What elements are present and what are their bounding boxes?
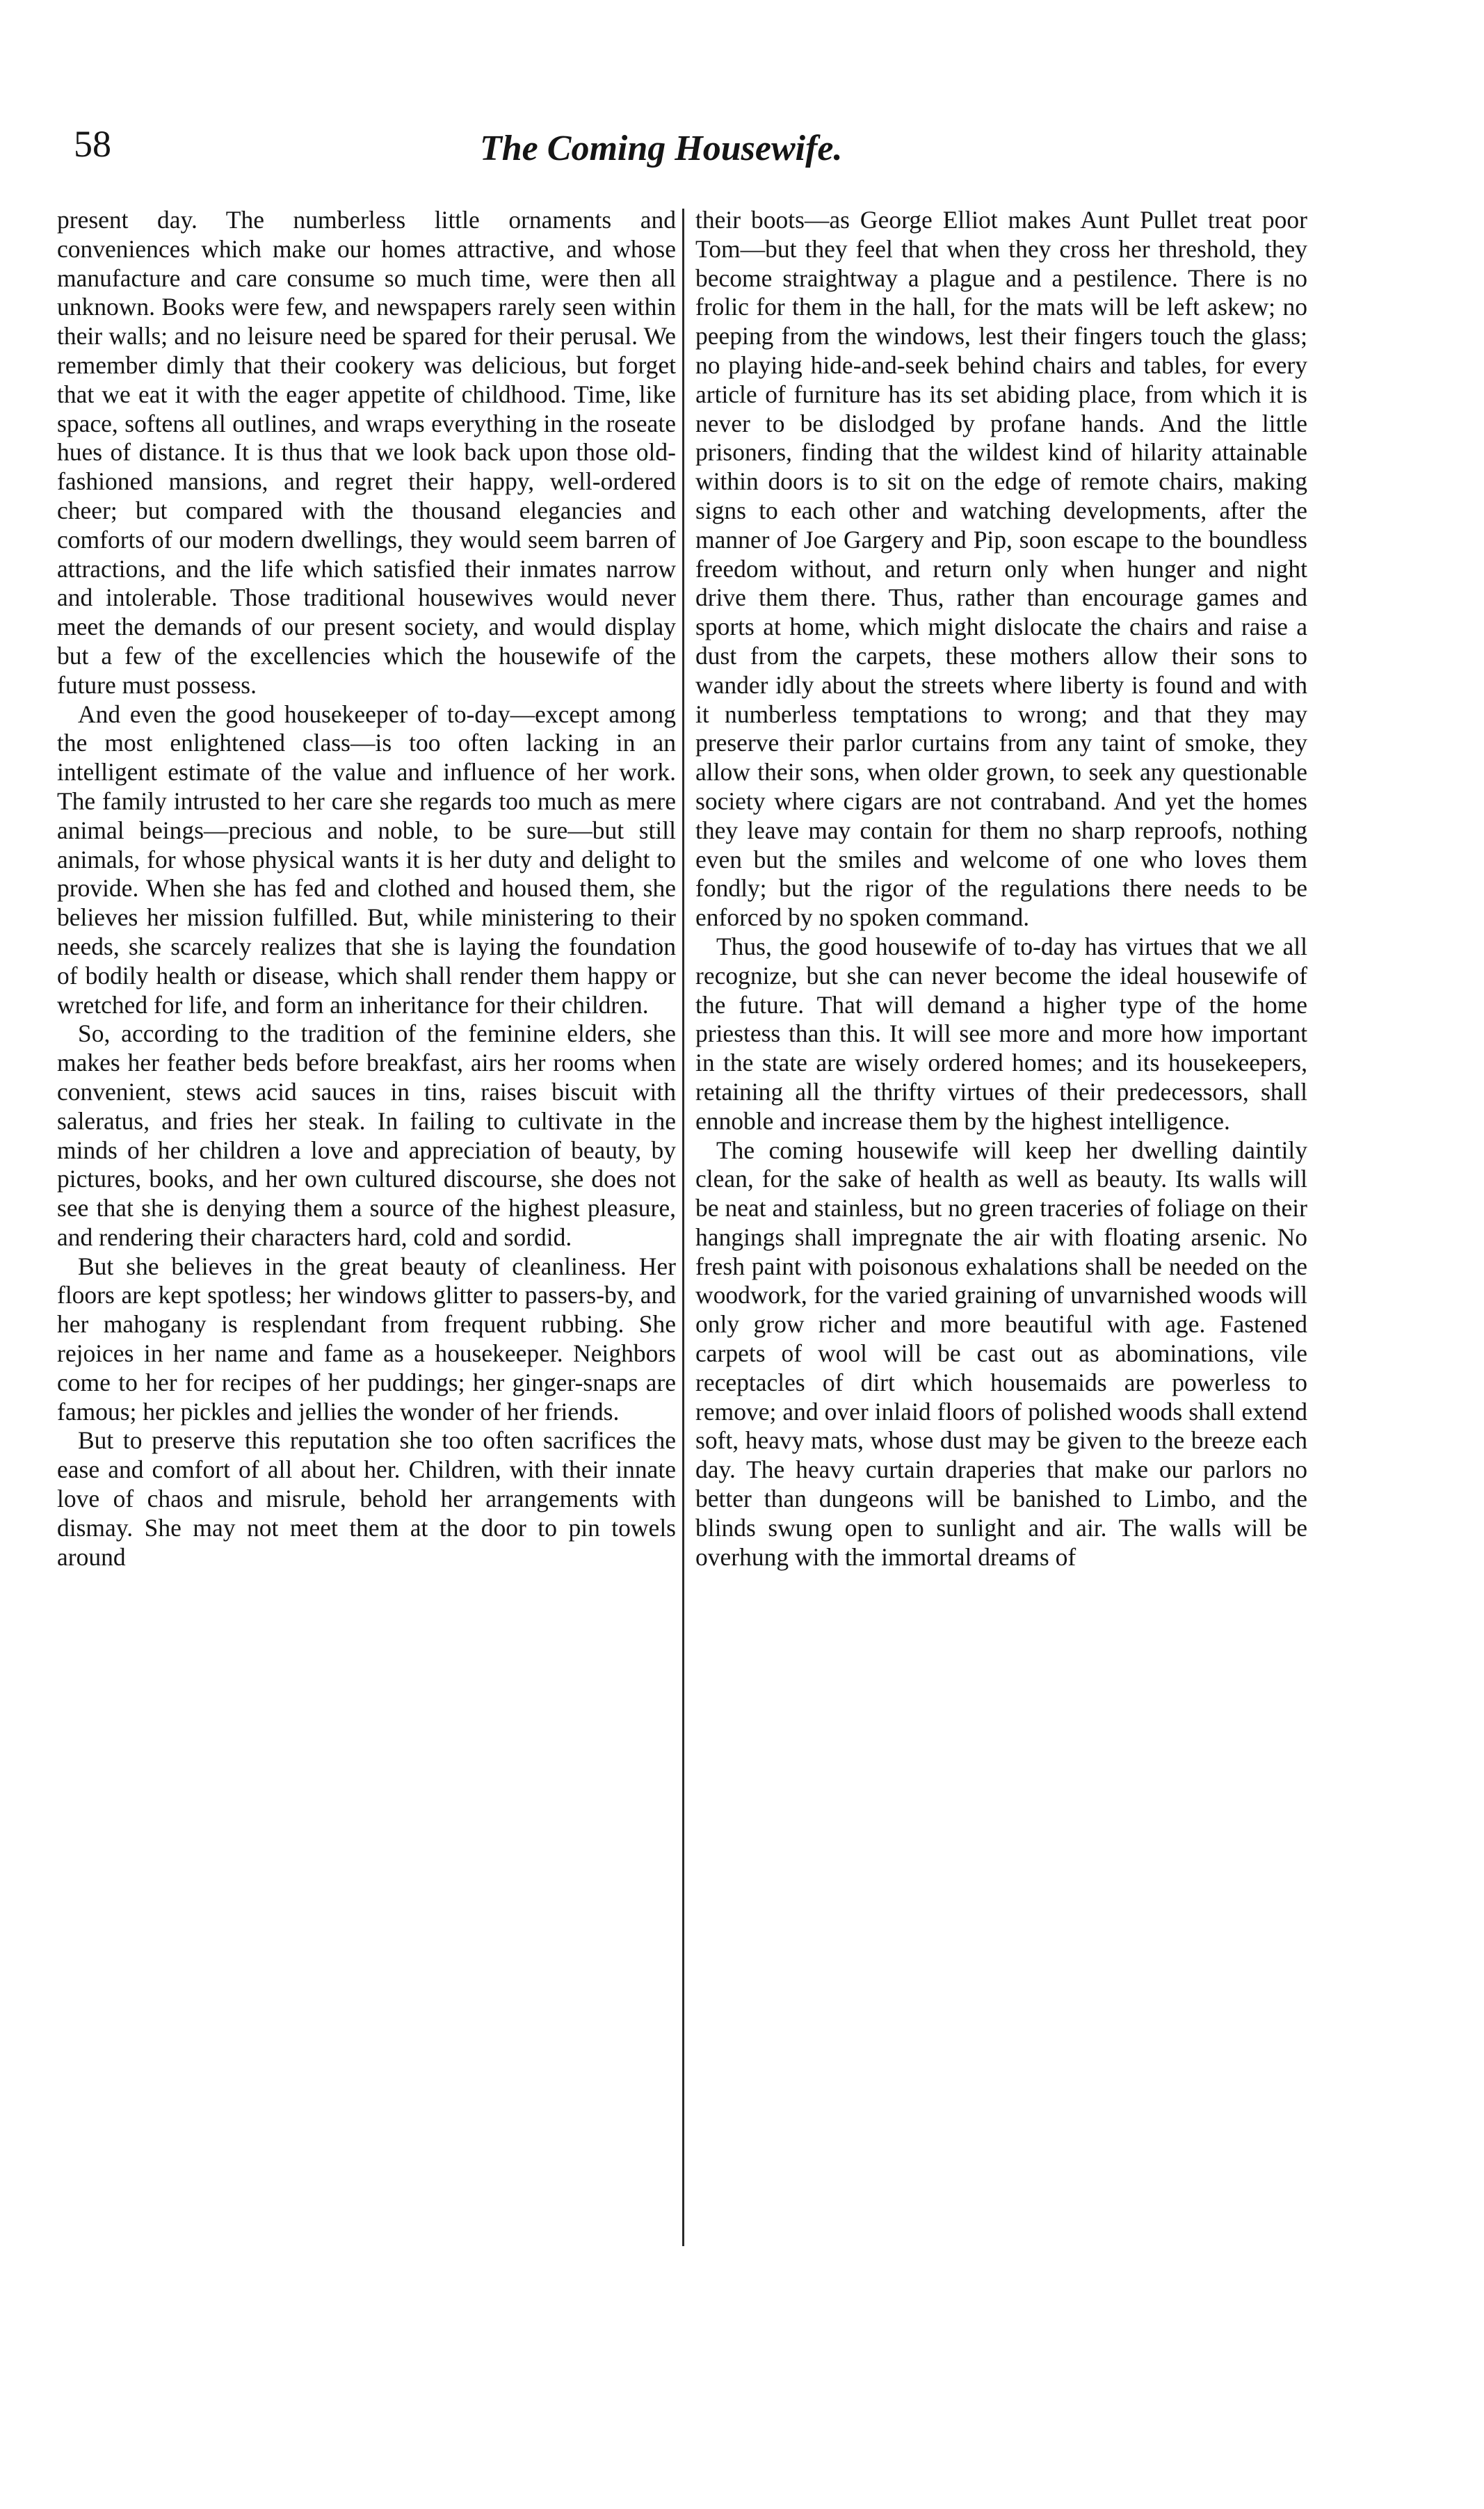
paragraph: their boots—as George Elliot makes Aunt Pullet treat poor Tom—but they feel that when they cross her threshold, they become straightway a plague and a pestilence. There is no frolic for them in the hall, for the mats will be left askew; no peeping from the windows, lest their fingers touch the glass; no playing hide-and-seek behind chairs and tables, for every article of furniture has its set abiding place, from which it is never to be dislodged by profane hands. And the little prisoners, finding that the wildest kind of hilarity attainable within doors is to sit on the edge of remote chairs, making signs to each other and watching developments, after the manner of Joe Gargery and Pip, soon escape to the boundless freedom without, and return only when hunger and night drive them there. Thus, rather than encourage games and sports at home, which might dislocate the chairs and raise a dust from the carpets, these mothers allow their sons to wander idly about the streets where liberty is found and with it numberless temptations to wrong; and that they may preserve their parlor curtains from any taint of smoke, they allow their sons, when older grown, to seek any questionable society where cigars are not contraband. And yet the homes they leave may contain for them no sharp reproofs, nothing even but the smiles and welcome of one who loves them fondly; but the rigor of the regulations there needs to be enforced by no spoken command. <box>695 206 1307 932</box>
paragraph: But to preserve this reputation she too often sacrifices the ease and comfort of all about her. Children, with their innate love of chaos and misrule, behold her arrangements with dismay. She may not meet them at the door to pin towels around <box>57 1426 676 1571</box>
page-number: 58 <box>74 123 111 165</box>
paragraph: The coming housewife will keep her dwelling daintily clean, for the sake of health as well as beauty. Its walls will be neat and stainless, but no green traceries of foliage on their hangings shall impregnate the air with floating arsenic. No fresh paint with poisonous exhalations shall be needed on the woodwork, for the varied graining of unvarnished woods will only grow richer and more beautiful with age. Fastened carpets of wool will be cast out as abominations, vile receptacles of dirt which housemaids are powerless to remove; and over inlaid floors of polished woods shall extend soft, heavy mats, whose dust may be given to the breeze each day. The heavy curtain draperies that make our parlors no better than dungeons will be banished to Limbo, and the blinds swung open to sunlight and air. The walls will be overhung with the immortal dreams of <box>695 1136 1307 1571</box>
paragraph: But she believes in the great beauty of cleanliness. Her floors are kept spotless; her windows glitter to passers-by, and her mahogany is resplendant from frequent rubbing. She rejoices in her name and fame as a housekeeper. Neighbors come to her for recipes of her puddings; her ginger-snaps are famous; her pickles and jellies the wonder of her friends. <box>57 1252 676 1426</box>
paragraph: present day. The numberless little ornaments and conveniences which make our homes attractive, and whose manufacture and care consume so much time, were then all unknown. Books were few, and newspapers rarely seen within their walls; and no leisure need be spared for their perusal. We remember dimly that their cookery was delicious, but forget that we eat it with the eager appetite of childhood. Time, like space, softens all outlines, and wraps everything in the roseate hues of distance. It is thus that we look back upon those old-fashioned mansions, and regret their happy, well-ordered cheer; but compared with the thousand elegancies and comforts of our modern dwellings, they would seem barren of attractions, and the life which satisfied their inmates narrow and intolerable. Those traditional housewives would never meet the demands of our present society, and would display but a few of the excellencies which the housewife of the future must possess. <box>57 206 676 699</box>
paragraph: So, according to the tradition of the feminine elders, she makes her feather beds before breakfast, airs her rooms when convenient, stews acid sauces in tins, raises biscuit with saleratus, and fries her steak. In failing to cultivate in the minds of her children a love and appreciation of beauty, by pictures, books, and her own cultured discourse, she does not see that she is denying them a source of the highest pleasure, and rendering their characters hard, cold and sordid. <box>57 1019 676 1251</box>
paragraph: Thus, the good housewife of to-day has virtues that we all recognize, but she can never become the ideal housewife of the future. That will demand a higher type of the home priestess than this. It will see more and more how important in the state are wisely ordered homes; and its housekeepers, retaining all the thrifty virtues of their predecessors, shall ennoble and increase them by the highest intelligence. <box>695 932 1307 1135</box>
column-divider <box>682 209 684 2246</box>
paragraph: And even the good housekeeper of to-day—except among the most enlightened class—is too often lacking in an intelligent estimate of the value and influence of her work. The family intrusted to her care she regards too much as mere animal beings—precious and noble, to be sure—but still animals, for whose physical wants it is her duty and delight to provide. When she has fed and clothed and housed them, she believes her mission fulfilled. But, while ministering to their needs, she scarcely realizes that she is laying the foundation of bodily health or disease, which shall render them happy or wretched for life, and form an inheritance for their children. <box>57 700 676 1019</box>
left-column <box>57 206 676 1572</box>
running-title: The Coming Housewife. <box>480 129 843 168</box>
right-column <box>695 206 1307 1572</box>
